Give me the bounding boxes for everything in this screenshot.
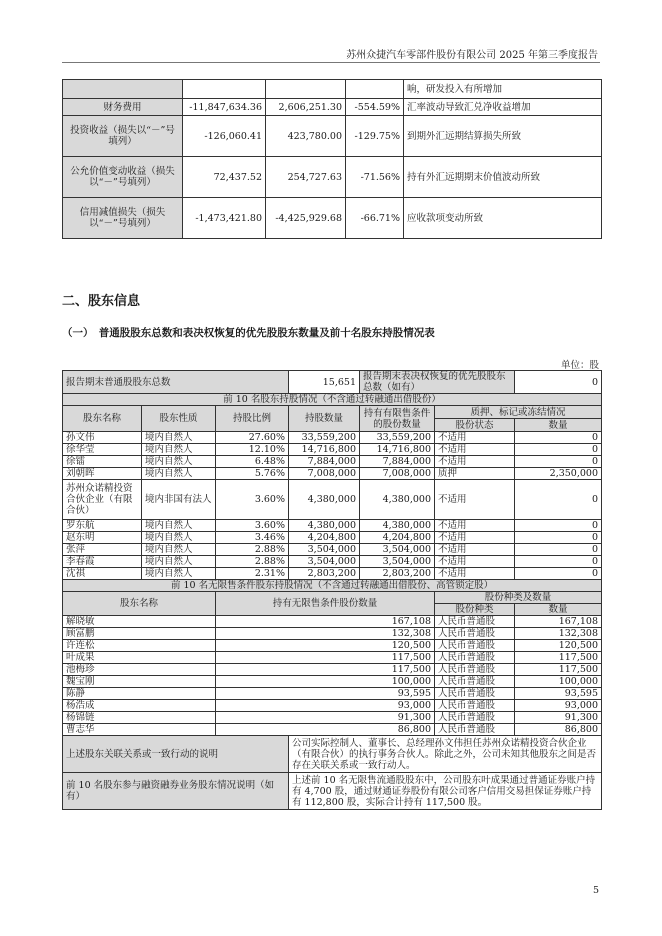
- holder-name: 沈祺: [63, 568, 142, 580]
- holder-amount: 0: [515, 556, 602, 568]
- holder-status: 不适用: [435, 444, 515, 456]
- reason-cell: 到期外汇远期结算损失所致: [404, 116, 602, 157]
- table-row: [63, 700, 602, 712]
- u-holder-qty: 132,308: [216, 628, 435, 640]
- reason-cell: 持有外汇远期期末价值波动所致: [404, 157, 602, 198]
- holder-ratio: 3.60%: [216, 480, 289, 520]
- u-holder-qty: 93,595: [216, 688, 435, 700]
- holder-status: 质押: [435, 468, 515, 480]
- holder-nature: 境内自然人: [142, 556, 216, 568]
- item-cell: 公允价值变动收益（损失以“－”号填列）: [63, 157, 183, 198]
- current-cell: -1,473,421.80: [183, 198, 266, 239]
- total-holders-label: 报告期末普通股股东总数: [63, 371, 289, 394]
- item-cell: 投资收益（损失以“－”号填列）: [63, 116, 183, 157]
- holder-restricted: 14,716,800: [360, 444, 435, 456]
- current-cell: -11,847,634.36: [183, 99, 266, 116]
- holder-status: 不适用: [435, 532, 515, 544]
- holder-ratio: 5.76%: [216, 468, 289, 480]
- table-row: [63, 568, 602, 580]
- holder-name: 刘朝晖: [63, 468, 142, 480]
- holder-restricted: 2,803,200: [360, 568, 435, 580]
- previous-cell: 2,606,251.30: [266, 99, 346, 116]
- u-holder-type: 人民币普通股: [435, 640, 515, 652]
- table-row: [63, 664, 602, 676]
- holder-amount: 0: [515, 480, 602, 520]
- holder-qty: 3,504,000: [289, 544, 360, 556]
- holder-qty: 4,380,000: [289, 520, 360, 532]
- holder-nature: 境内非国有法人: [142, 480, 216, 520]
- u-holder-qty: 93,000: [216, 700, 435, 712]
- u-holder-amount: 93,000: [515, 700, 602, 712]
- holder-nature: 境内自然人: [142, 532, 216, 544]
- item-cell: 信用减值损失（损失以“－”号填列）: [63, 198, 183, 239]
- section-title: 二、股东信息: [62, 294, 141, 309]
- table-row: [63, 468, 602, 480]
- u-holder-amount: 93,595: [515, 688, 602, 700]
- holder-name: 李春霞: [63, 556, 142, 568]
- u-holder-type: 人民币普通股: [435, 688, 515, 700]
- reason-cell: 汇率波动导致汇兑净收益增加: [404, 99, 602, 116]
- table-row: [63, 198, 602, 239]
- page-header: 苏州众捷汽车零部件股份有限公司 2025 年第三季度报告: [346, 50, 598, 61]
- table-row: [63, 712, 602, 724]
- table-row: [63, 556, 602, 568]
- table-row: [63, 724, 602, 736]
- holder-restricted: 4,204,800: [360, 532, 435, 544]
- previous-cell: [266, 80, 346, 99]
- holder-amount: 0: [515, 444, 602, 456]
- holder-restricted: 4,380,000: [360, 520, 435, 532]
- shareholders-table: [62, 370, 602, 810]
- holder-amount: 0: [515, 456, 602, 468]
- table-row: [63, 520, 602, 532]
- table-row: [63, 676, 602, 688]
- table-row: [63, 532, 602, 544]
- holder-nature: 境内自然人: [142, 520, 216, 532]
- holder-qty: 14,716,800: [289, 444, 360, 456]
- holder-ratio: 3.46%: [216, 532, 289, 544]
- u-holder-name: 许连松: [63, 640, 216, 652]
- holder-name: 罗东航: [63, 520, 142, 532]
- holder-restricted: 7,008,000: [360, 468, 435, 480]
- holder-status: 不适用: [435, 568, 515, 580]
- unrestricted-title: 前 10 名无限售条件股东持股情况（不含通过转融通出借股份、高管锁定股）: [63, 580, 602, 592]
- u-holder-type: 人民币普通股: [435, 652, 515, 664]
- holder-nature: 境内自然人: [142, 468, 216, 480]
- holder-nature: 境内自然人: [142, 444, 216, 456]
- u-holder-type: 人民币普通股: [435, 724, 515, 736]
- holder-ratio: 2.88%: [216, 556, 289, 568]
- change-cell: -71.56%: [346, 157, 404, 198]
- table-row: [63, 432, 602, 444]
- item-cell: 财务费用: [63, 99, 183, 116]
- holder-restricted: 3,504,000: [360, 544, 435, 556]
- pref-holders-label: 报告期末表决权恢复的优先股股东总数（如有）: [360, 371, 515, 394]
- table-row: [63, 116, 602, 157]
- table-row: [63, 640, 602, 652]
- holder-name: 孙文伟: [63, 432, 142, 444]
- u-holder-name: 叶成果: [63, 652, 216, 664]
- holder-ratio: 2.88%: [216, 544, 289, 556]
- holder-amount: 0: [515, 568, 602, 580]
- u-holder-type: 人民币普通股: [435, 676, 515, 688]
- table-row: [63, 628, 602, 640]
- u-holder-qty: 167,108: [216, 616, 435, 628]
- u-holder-type: 人民币普通股: [435, 664, 515, 676]
- margin-label: 前 10 名股东参与融资融券业务股东情况说明（如有）: [63, 773, 289, 810]
- top10-title: 前 10 名股东持股情况（不含通过转融通出借股份）: [63, 394, 602, 406]
- total-holders-value: 15,651: [289, 371, 360, 394]
- margin-text: 上述前 10 名无限售流通股股东中，公司股东叶成果通过普通证券账户持有 4,700 股，通过财通证券股份有限公司客户信用交易担保证券账户持有 112,800 股，实际合计持有 117,500 股。: [289, 773, 602, 810]
- holder-name: 张萍: [63, 544, 142, 556]
- u-holder-amount: 167,108: [515, 616, 602, 628]
- u-holder-amount: 91,300: [515, 712, 602, 724]
- holder-qty: 2,803,200: [289, 568, 360, 580]
- table-row: [63, 652, 602, 664]
- reason-cell: 应收款项变动所致: [404, 198, 602, 239]
- table-row: [63, 544, 602, 556]
- col-u-amount: 数量: [515, 604, 602, 616]
- holder-status: 不适用: [435, 432, 515, 444]
- u-holder-name: 解晓敏: [63, 616, 216, 628]
- holder-ratio: 12.10%: [216, 444, 289, 456]
- holder-qty: 3,504,000: [289, 556, 360, 568]
- pref-holders-value: 0: [515, 371, 602, 394]
- u-holder-type: 人民币普通股: [435, 628, 515, 640]
- change-cell: [346, 80, 404, 99]
- reason-cell: 响，研发投入有所增加: [404, 80, 602, 99]
- change-cell: -66.71%: [346, 198, 404, 239]
- col-u-name: 股东名称: [63, 592, 216, 616]
- u-holder-name: 魏宝刚: [63, 676, 216, 688]
- table-row: [63, 99, 602, 116]
- u-holder-name: 池梅珍: [63, 664, 216, 676]
- current-cell: 72,437.52: [183, 157, 266, 198]
- col-name: 股东名称: [63, 406, 142, 432]
- holder-restricted: 33,559,200: [360, 432, 435, 444]
- u-holder-name: 陈静: [63, 688, 216, 700]
- holder-amount: 0: [515, 544, 602, 556]
- holder-status: 不适用: [435, 456, 515, 468]
- col-qty: 持股数量: [289, 406, 360, 432]
- holder-status: 不适用: [435, 544, 515, 556]
- holder-nature: 境内自然人: [142, 456, 216, 468]
- change-cell: -554.59%: [346, 99, 404, 116]
- u-holder-amount: 100,000: [515, 676, 602, 688]
- header-divider: [62, 62, 600, 63]
- u-holder-amount: 117,500: [515, 664, 602, 676]
- u-holder-qty: 100,000: [216, 676, 435, 688]
- u-holder-qty: 86,800: [216, 724, 435, 736]
- table-row: [63, 480, 602, 520]
- holder-restricted: 3,504,000: [360, 556, 435, 568]
- holder-status: 不适用: [435, 480, 515, 520]
- table-row: [63, 688, 602, 700]
- holder-status: 不适用: [435, 556, 515, 568]
- previous-cell: 423,780.00: [266, 116, 346, 157]
- col-restricted: 持有有限售条件的股份数量: [360, 406, 435, 432]
- unit-label: 单位：股: [560, 360, 599, 371]
- holder-qty: 4,204,800: [289, 532, 360, 544]
- u-holder-name: 曹志华: [63, 724, 216, 736]
- holder-nature: 境内自然人: [142, 544, 216, 556]
- u-holder-qty: 117,500: [216, 652, 435, 664]
- col-nature: 股东性质: [142, 406, 216, 432]
- current-cell: [183, 80, 266, 99]
- col-status: 股份状态: [435, 419, 515, 432]
- related-text: 公司实际控制人、董事长、总经理孙文伟担任苏州众诺精投资合伙企业（有限合伙）的执行事务合伙人。除此之外，公司未知其他股东之间是否存在关联关系或一致行动人。: [289, 736, 602, 773]
- financial-changes-table: [62, 79, 602, 239]
- holder-restricted: 7,884,000: [360, 456, 435, 468]
- holder-name: 赵东明: [63, 532, 142, 544]
- holder-name: 苏州众诺精投资合伙企业（有限合伙）: [63, 480, 142, 520]
- u-holder-qty: 91,300: [216, 712, 435, 724]
- u-holder-name: 杨浩成: [63, 700, 216, 712]
- u-holder-type: 人民币普通股: [435, 616, 515, 628]
- related-label: 上述股东关联关系或一致行动的说明: [63, 736, 289, 773]
- u-holder-name: 顾富鹏: [63, 628, 216, 640]
- holder-qty: 4,380,000: [289, 480, 360, 520]
- u-holder-type: 人民币普通股: [435, 712, 515, 724]
- u-holder-qty: 117,500: [216, 664, 435, 676]
- table-row: [63, 444, 602, 456]
- holder-amount: 0: [515, 520, 602, 532]
- u-holder-amount: 120,500: [515, 640, 602, 652]
- holder-nature: 境内自然人: [142, 432, 216, 444]
- u-holder-amount: 132,308: [515, 628, 602, 640]
- holder-restricted: 4,380,000: [360, 480, 435, 520]
- col-u-type: 股份种类: [435, 604, 515, 616]
- holder-qty: 33,559,200: [289, 432, 360, 444]
- col-ratio: 持股比例: [216, 406, 289, 432]
- u-holder-amount: 117,500: [515, 652, 602, 664]
- holder-amount: 2,350,000: [515, 468, 602, 480]
- holder-amount: 0: [515, 532, 602, 544]
- holder-ratio: 3.60%: [216, 520, 289, 532]
- u-holder-amount: 86,800: [515, 724, 602, 736]
- holder-name: 徐镭: [63, 456, 142, 468]
- table-row: [63, 157, 602, 198]
- current-cell: -126,060.41: [183, 116, 266, 157]
- col-amount: 数量: [515, 419, 602, 432]
- table-row: [63, 456, 602, 468]
- holder-qty: 7,008,000: [289, 468, 360, 480]
- page-number: 5: [592, 885, 599, 896]
- holder-ratio: 27.60%: [216, 432, 289, 444]
- holder-nature: 境内自然人: [142, 568, 216, 580]
- change-cell: -129.75%: [346, 116, 404, 157]
- holder-name: 徐华莹: [63, 444, 142, 456]
- u-holder-qty: 120,500: [216, 640, 435, 652]
- item-cell: [63, 80, 183, 99]
- table-row: [63, 616, 602, 628]
- holder-qty: 7,884,000: [289, 456, 360, 468]
- holder-ratio: 2.31%: [216, 568, 289, 580]
- col-pledge: 质押、标记或冻结情况: [435, 406, 602, 419]
- holder-status: 不适用: [435, 520, 515, 532]
- holder-ratio: 6.48%: [216, 456, 289, 468]
- previous-cell: 254,727.63: [266, 157, 346, 198]
- subsection-title: （一） 普通股股东总数和表决权恢复的优先股股东数量及前十名股东持股情况表: [62, 327, 435, 339]
- previous-cell: -4,425,929.68: [266, 198, 346, 239]
- u-holder-type: 人民币普通股: [435, 700, 515, 712]
- holder-amount: 0: [515, 432, 602, 444]
- col-u-qty: 持有无限售条件股份数量: [216, 592, 435, 616]
- col-u-kind: 股份种类及数量: [435, 592, 602, 604]
- u-holder-name: 杨锦链: [63, 712, 216, 724]
- table-row: [63, 80, 602, 99]
